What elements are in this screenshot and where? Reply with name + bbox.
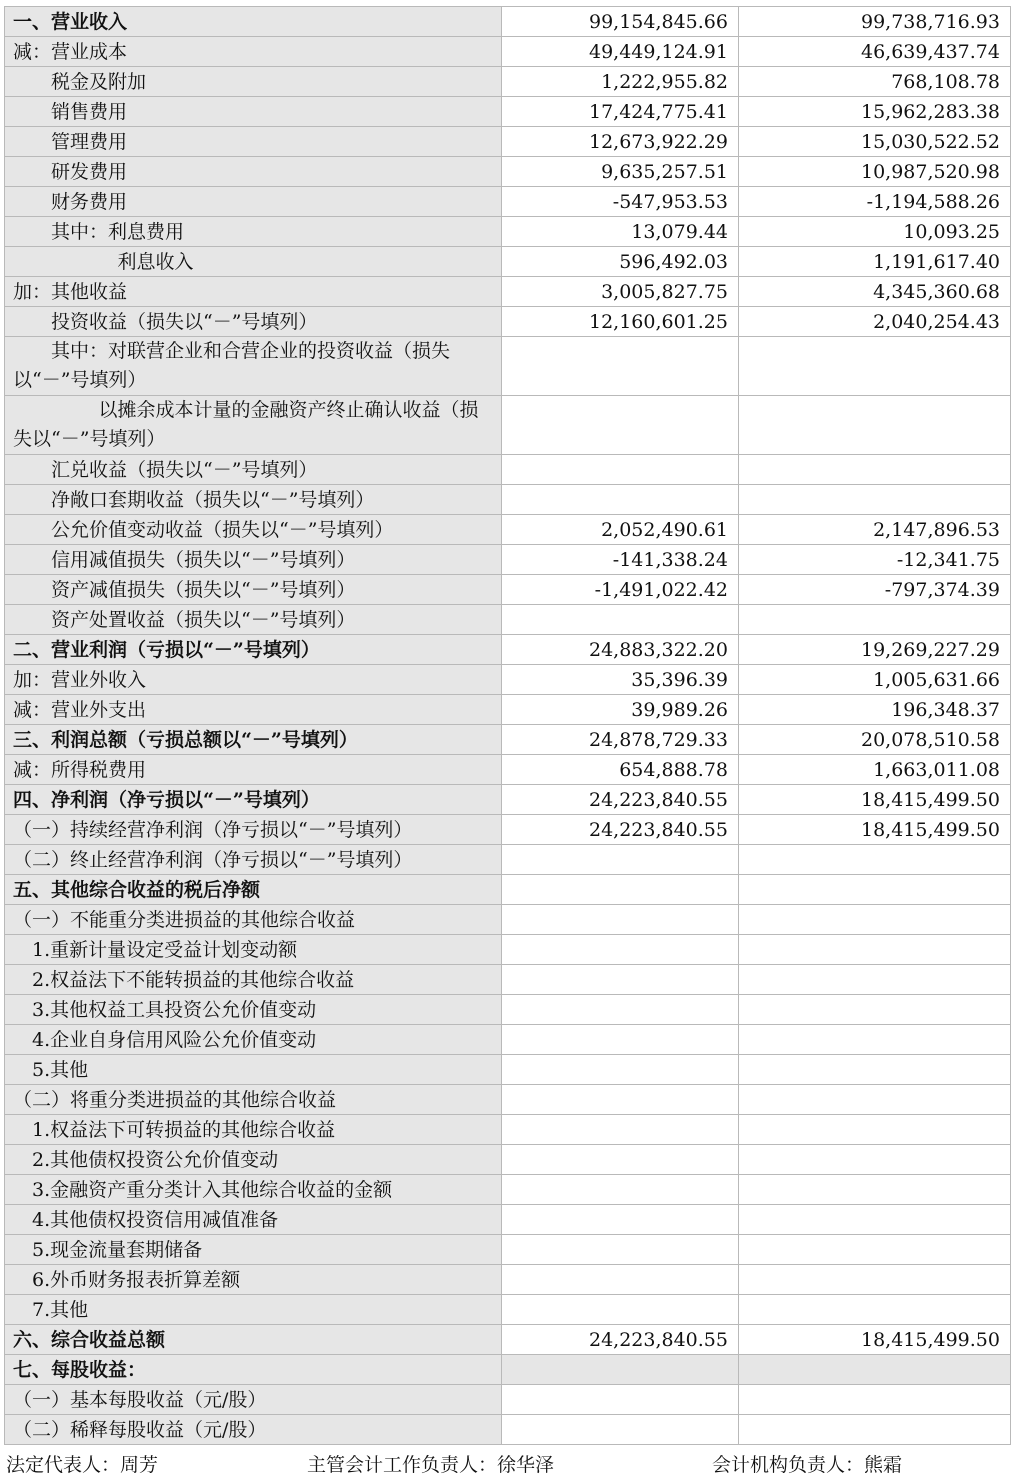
row-label: 3.金融资产重分类计入其他综合收益的金额 — [5, 1175, 502, 1205]
statement-row — [5, 396, 1011, 455]
statement-row — [5, 785, 1011, 815]
current-period-value — [502, 1385, 739, 1415]
row-label: 七、每股收益： — [5, 1355, 502, 1385]
row-label: 六、综合收益总额 — [5, 1325, 502, 1355]
prior-period-value — [739, 455, 1011, 485]
row-label: 三、利润总额（亏损总额以“－”号填列） — [5, 725, 502, 755]
prior-period-value — [739, 965, 1011, 995]
row-label: 其中：对联营企业和合营企业的投资收益（损失以“－”号填列） — [5, 337, 502, 396]
current-period-value: 9,635,257.51 — [502, 157, 739, 187]
row-label: （二）稀释每股收益（元/股） — [5, 1415, 502, 1445]
current-period-value — [502, 935, 739, 965]
prior-period-value — [739, 875, 1011, 905]
current-period-value: 12,673,922.29 — [502, 127, 739, 157]
current-period-value — [502, 875, 739, 905]
prior-period-value — [739, 1055, 1011, 1085]
prior-period-value: 10,987,520.98 — [739, 157, 1011, 187]
prior-period-value — [739, 1085, 1011, 1115]
current-period-value — [502, 845, 739, 875]
row-label: 减：营业成本 — [5, 37, 502, 67]
prior-period-value — [739, 485, 1011, 515]
statement-row — [5, 845, 1011, 875]
statement-row — [5, 725, 1011, 755]
current-period-value — [502, 1265, 739, 1295]
current-period-value — [502, 1295, 739, 1325]
current-period-value: 13,079.44 — [502, 217, 739, 247]
statement-row — [5, 1175, 1011, 1205]
current-period-value — [502, 455, 739, 485]
prior-period-value — [739, 995, 1011, 1025]
current-period-value — [502, 995, 739, 1025]
row-label: （二）将重分类进损益的其他综合收益 — [5, 1085, 502, 1115]
statement-row — [5, 995, 1011, 1025]
current-period-value: 1,222,955.82 — [502, 67, 739, 97]
statement-row — [5, 1295, 1011, 1325]
statement-row — [5, 755, 1011, 785]
row-label: 其中：利息费用 — [5, 217, 502, 247]
current-period-value — [502, 485, 739, 515]
prior-period-value: 46,639,437.74 — [739, 37, 1011, 67]
current-period-value: 39,989.26 — [502, 695, 739, 725]
statement-row — [5, 605, 1011, 635]
current-period-value — [502, 1085, 739, 1115]
statement-row — [5, 67, 1011, 97]
statement-row — [5, 1325, 1011, 1355]
prior-period-value — [739, 905, 1011, 935]
row-label: 1.权益法下可转损益的其他综合收益 — [5, 1115, 502, 1145]
row-label: 研发费用 — [5, 157, 502, 187]
statement-row — [5, 307, 1011, 337]
row-label: 税金及附加 — [5, 67, 502, 97]
prior-period-value: 2,040,254.43 — [739, 307, 1011, 337]
row-label: 1.重新计量设定受益计划变动额 — [5, 935, 502, 965]
row-label: 5.现金流量套期储备 — [5, 1235, 502, 1265]
row-label: 财务费用 — [5, 187, 502, 217]
prior-period-value: 768,108.78 — [739, 67, 1011, 97]
statement-row — [5, 935, 1011, 965]
row-label: 7.其他 — [5, 1295, 502, 1325]
prior-period-value: 18,415,499.50 — [739, 1325, 1011, 1355]
row-label: 利息收入 — [5, 247, 502, 277]
statement-row — [5, 575, 1011, 605]
prior-period-value: 19,269,227.29 — [739, 635, 1011, 665]
current-period-value — [502, 1235, 739, 1265]
row-label: 减：所得税费用 — [5, 755, 502, 785]
statement-row — [5, 1115, 1011, 1145]
prior-period-value — [739, 1415, 1011, 1445]
statement-row — [5, 695, 1011, 725]
statement-row — [5, 545, 1011, 575]
prior-period-value — [739, 1235, 1011, 1265]
prior-period-value: 196,348.37 — [739, 695, 1011, 725]
prior-period-value: -12,341.75 — [739, 545, 1011, 575]
current-period-value: 3,005,827.75 — [502, 277, 739, 307]
row-label: 资产处置收益（损失以“－”号填列） — [5, 605, 502, 635]
prior-period-value: 99,738,716.93 — [739, 7, 1011, 37]
prior-period-value: 2,147,896.53 — [739, 515, 1011, 545]
row-label: 二、营业利润（亏损以“－”号填列） — [5, 635, 502, 665]
row-label: 一、营业收入 — [5, 7, 502, 37]
prior-period-value — [739, 1205, 1011, 1235]
current-period-value — [502, 605, 739, 635]
statement-row — [5, 1145, 1011, 1175]
accounting-head: 会计机构负责人：熊霜 — [712, 1454, 903, 1476]
statement-row — [5, 485, 1011, 515]
statement-row — [5, 217, 1011, 247]
prior-period-value: 10,093.25 — [739, 217, 1011, 247]
prior-period-value — [739, 1265, 1011, 1295]
statement-row — [5, 277, 1011, 307]
statement-row — [5, 1355, 1011, 1385]
statement-row — [5, 157, 1011, 187]
row-label: 6.外币财务报表折算差额 — [5, 1265, 502, 1295]
statement-row — [5, 127, 1011, 157]
prior-period-value — [739, 337, 1011, 396]
current-period-value — [502, 396, 739, 455]
row-label: （二）终止经营净利润（净亏损以“－”号填列） — [5, 845, 502, 875]
current-period-value — [502, 1205, 739, 1235]
statement-row — [5, 1205, 1011, 1235]
current-period-value — [502, 1175, 739, 1205]
statement-row — [5, 1385, 1011, 1415]
statement-row — [5, 965, 1011, 995]
statement-row — [5, 37, 1011, 67]
income-statement-table — [4, 6, 1011, 1445]
current-period-value: 17,424,775.41 — [502, 97, 739, 127]
current-period-value — [502, 337, 739, 396]
prior-period-value: 15,962,283.38 — [739, 97, 1011, 127]
prior-period-value — [739, 1355, 1011, 1385]
current-period-value — [502, 1355, 739, 1385]
statement-row — [5, 1085, 1011, 1115]
row-label: 加：营业外收入 — [5, 665, 502, 695]
prior-period-value: 18,415,499.50 — [739, 785, 1011, 815]
statement-row — [5, 1415, 1011, 1445]
row-label: （一）基本每股收益（元/股） — [5, 1385, 502, 1415]
prior-period-value — [739, 1145, 1011, 1175]
row-label: 管理费用 — [5, 127, 502, 157]
row-label: 信用减值损失（损失以“－”号填列） — [5, 545, 502, 575]
prior-period-value: -1,194,588.26 — [739, 187, 1011, 217]
row-label: 以摊余成本计量的金融资产终止确认收益（损失以“－”号填列） — [5, 396, 502, 455]
current-period-value — [502, 1415, 739, 1445]
statement-row — [5, 337, 1011, 396]
prior-period-value — [739, 1025, 1011, 1055]
statement-row — [5, 247, 1011, 277]
current-period-value: 24,223,840.55 — [502, 815, 739, 845]
row-label: 加：其他收益 — [5, 277, 502, 307]
current-period-value: 24,223,840.55 — [502, 1325, 739, 1355]
statement-row — [5, 515, 1011, 545]
prior-period-value — [739, 1175, 1011, 1205]
row-label: 5.其他 — [5, 1055, 502, 1085]
current-period-value: 654,888.78 — [502, 755, 739, 785]
statement-row — [5, 1265, 1011, 1295]
current-period-value: 24,223,840.55 — [502, 785, 739, 815]
current-period-value — [502, 1115, 739, 1145]
prior-period-value: 1,663,011.08 — [739, 755, 1011, 785]
prior-period-value — [739, 1295, 1011, 1325]
statement-row — [5, 875, 1011, 905]
current-period-value: 99,154,845.66 — [502, 7, 739, 37]
prior-period-value — [739, 1385, 1011, 1415]
statement-row — [5, 97, 1011, 127]
prior-period-value — [739, 396, 1011, 455]
statement-row — [5, 635, 1011, 665]
current-period-value: 24,878,729.33 — [502, 725, 739, 755]
prior-period-value: 20,078,510.58 — [739, 725, 1011, 755]
current-period-value — [502, 905, 739, 935]
row-label: 2.权益法下不能转损益的其他综合收益 — [5, 965, 502, 995]
row-label: （一）持续经营净利润（净亏损以“－”号填列） — [5, 815, 502, 845]
current-period-value — [502, 1025, 739, 1055]
prior-period-value: 1,191,617.40 — [739, 247, 1011, 277]
current-period-value: -547,953.53 — [502, 187, 739, 217]
current-period-value — [502, 965, 739, 995]
row-label: 2.其他债权投资公允价值变动 — [5, 1145, 502, 1175]
legal-representative: 法定代表人：周芳 — [6, 1454, 159, 1476]
prior-period-value: 18,415,499.50 — [739, 815, 1011, 845]
statement-row — [5, 1025, 1011, 1055]
row-label: 4.其他债权投资信用减值准备 — [5, 1205, 502, 1235]
prior-period-value — [739, 935, 1011, 965]
current-period-value: -1,491,022.42 — [502, 575, 739, 605]
current-period-value: 35,396.39 — [502, 665, 739, 695]
chief-accountant: 主管会计工作负责人：徐华泽 — [307, 1454, 555, 1476]
current-period-value: 596,492.03 — [502, 247, 739, 277]
current-period-value: -141,338.24 — [502, 545, 739, 575]
row-label: 公允价值变动收益（损失以“－”号填列） — [5, 515, 502, 545]
statement-row — [5, 665, 1011, 695]
row-label: 4.企业自身信用风险公允价值变动 — [5, 1025, 502, 1055]
statement-row — [5, 7, 1011, 37]
row-label: 销售费用 — [5, 97, 502, 127]
statement-row — [5, 1235, 1011, 1265]
row-label: 资产减值损失（损失以“－”号填列） — [5, 575, 502, 605]
row-label: 净敞口套期收益（损失以“－”号填列） — [5, 485, 502, 515]
prior-period-value — [739, 1115, 1011, 1145]
row-label: 投资收益（损失以“－”号填列） — [5, 307, 502, 337]
prior-period-value: 4,345,360.68 — [739, 277, 1011, 307]
current-period-value: 49,449,124.91 — [502, 37, 739, 67]
statement-row — [5, 187, 1011, 217]
row-label: 汇兑收益（损失以“－”号填列） — [5, 455, 502, 485]
row-label: 四、净利润（净亏损以“－”号填列） — [5, 785, 502, 815]
income-statement-body — [5, 7, 1011, 1445]
current-period-value — [502, 1145, 739, 1175]
row-label: 五、其他综合收益的税后净额 — [5, 875, 502, 905]
current-period-value: 12,160,601.25 — [502, 307, 739, 337]
row-label: 减：营业外支出 — [5, 695, 502, 725]
prior-period-value — [739, 845, 1011, 875]
statement-row — [5, 905, 1011, 935]
current-period-value: 24,883,322.20 — [502, 635, 739, 665]
prior-period-value — [739, 605, 1011, 635]
current-period-value — [502, 1055, 739, 1085]
statement-row — [5, 815, 1011, 845]
current-period-value: 2,052,490.61 — [502, 515, 739, 545]
prior-period-value: 1,005,631.66 — [739, 665, 1011, 695]
prior-period-value: 15,030,522.52 — [739, 127, 1011, 157]
statement-row — [5, 1055, 1011, 1085]
row-label: （一）不能重分类进损益的其他综合收益 — [5, 905, 502, 935]
row-label: 3.其他权益工具投资公允价值变动 — [5, 995, 502, 1025]
statement-row — [5, 455, 1011, 485]
prior-period-value: -797,374.39 — [739, 575, 1011, 605]
